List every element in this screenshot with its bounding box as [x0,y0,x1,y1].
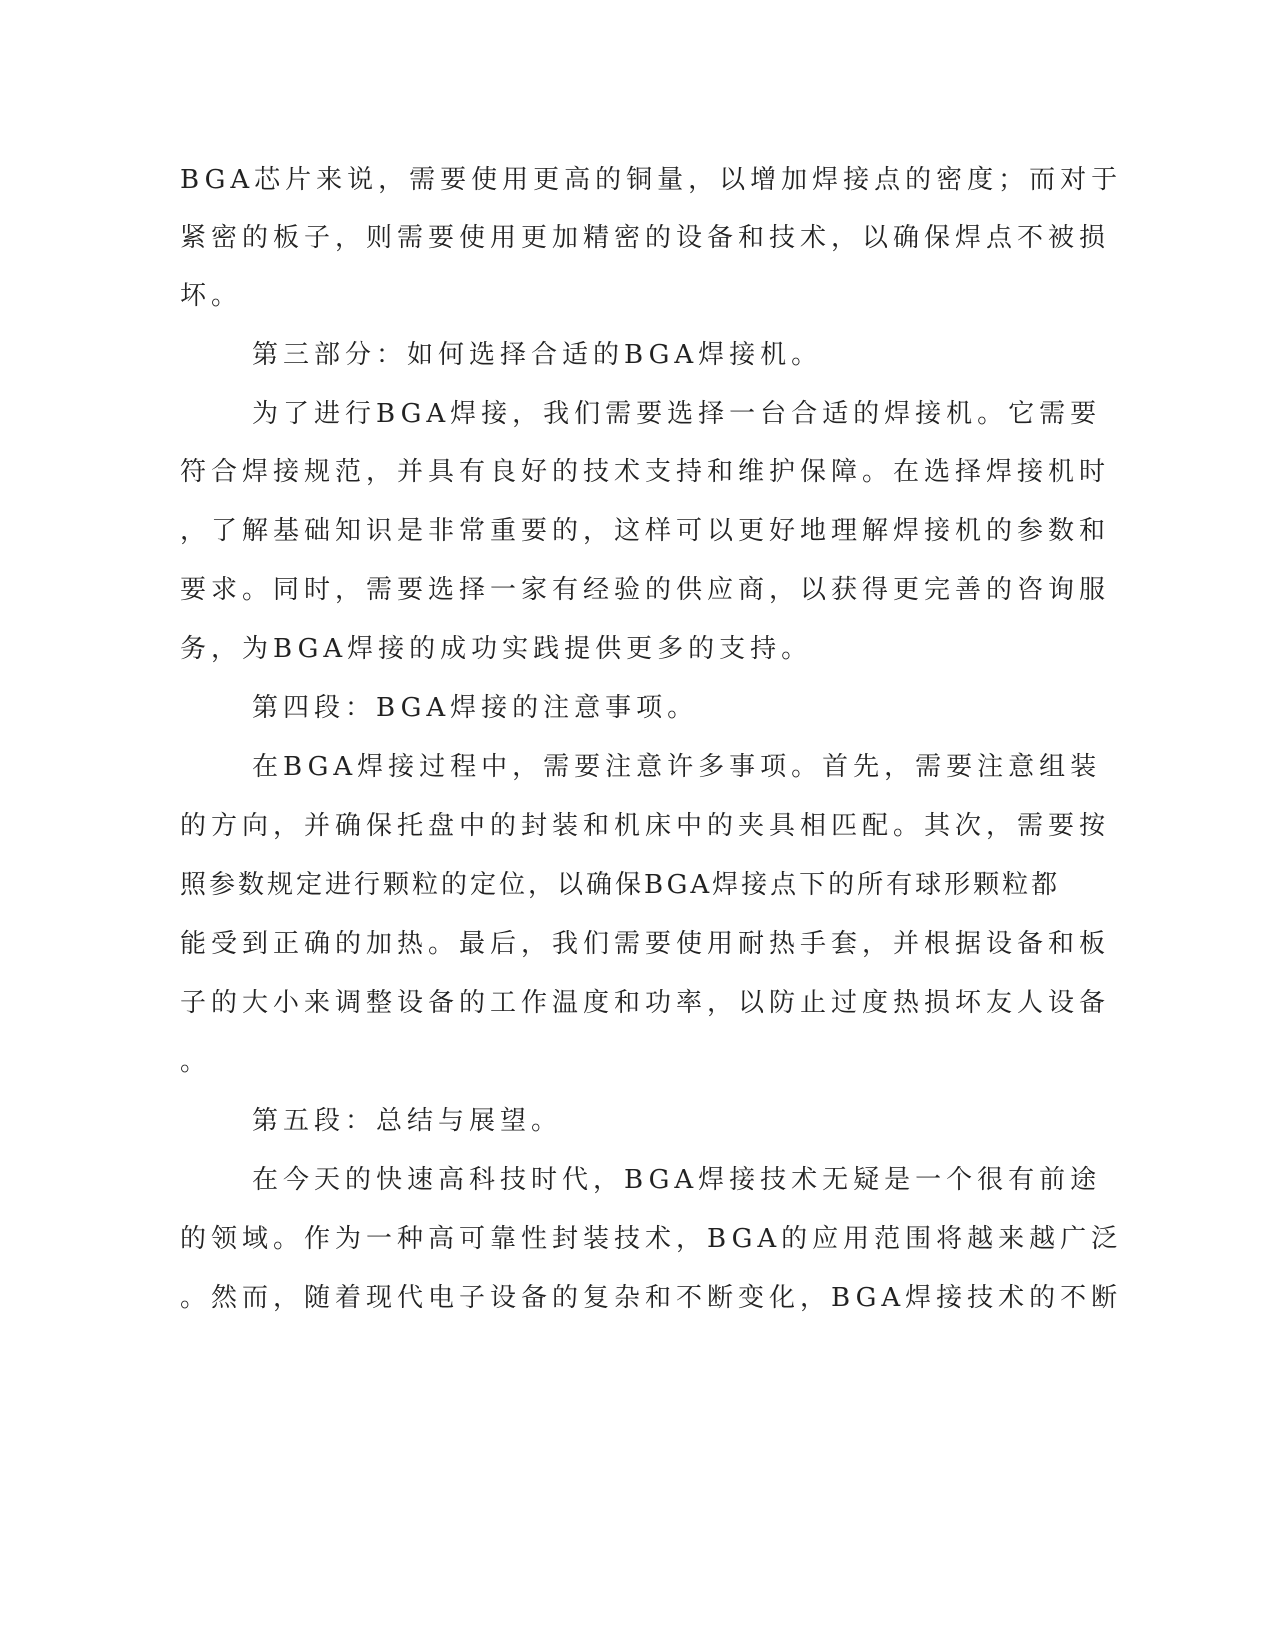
text-line: 务，为BGA焊接的成功实践提供更多的支持。 [180,634,813,664]
text-line: 。 [180,1047,212,1077]
text-line: 。然而，随着现代电子设备的复杂和不断变化，BGA焊接技术的不断 [180,1283,1123,1313]
text-line: 坏。 [180,281,243,311]
text-line: 在BGA焊接过程中，需要注意许多事项。首先，需要注意组装 [252,752,1102,782]
text-line: 为了进行BGA焊接，我们需要选择一台合适的焊接机。它需要 [252,399,1102,429]
section-heading: 第五段：总结与展望。 [252,1106,563,1136]
text-line: 的方向，并确保托盘中的封装和机床中的夹具相匹配。其次，需要按 [180,811,1111,841]
text-line: ，了解基础知识是非常重要的，这样可以更好地理解焊接机的参数和 [180,516,1111,546]
text-line: 在今天的快速高科技时代，BGA焊接技术无疑是一个很有前途 [252,1165,1102,1195]
text-line: 的领域。作为一种高可靠性封装技术，BGA的应用范围将越来越广泛 [180,1224,1123,1254]
text-line: 照参数规定进行颗粒的定位，以确保BGA焊接点下的所有球形颗粒都 [180,870,1061,900]
text-line: BGA芯片来说，需要使用更高的铜量，以增加焊接点的密度；而对于 [180,165,1123,195]
text-line: 子的大小来调整设备的工作温度和功率，以防止过度热损坏友人设备 [180,988,1111,1018]
section-heading: 第三部分：如何选择合适的BGA焊接机。 [252,340,823,370]
text-line: 能受到正确的加热。最后，我们需要使用耐热手套，并根据设备和板 [180,929,1111,959]
section-heading: 第四段：BGA焊接的注意事项。 [252,693,699,723]
text-line: 符合焊接规范，并具有良好的技术支持和维护保障。在选择焊接机时 [180,457,1111,487]
text-line: 紧密的板子，则需要使用更加精密的设备和技术，以确保焊点不被损 [180,223,1111,253]
text-line: 要求。同时，需要选择一家有经验的供应商，以获得更完善的咨询服 [180,575,1111,605]
